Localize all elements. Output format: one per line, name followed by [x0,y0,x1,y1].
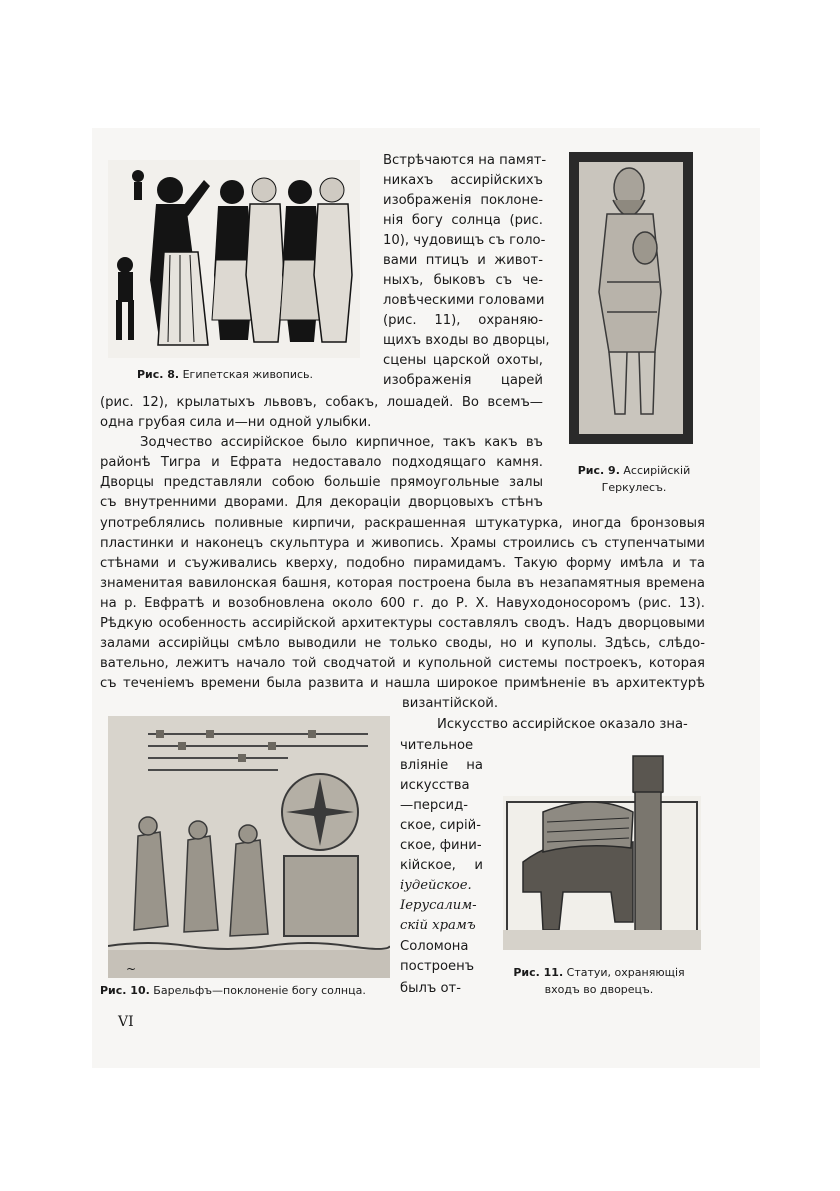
figure-9-line1: Ассирійскій [623,464,691,477]
text-line: ское, сирій- [400,818,481,833]
text-line: византійской. [402,696,499,711]
text-line: вательно, лежитъ начало той сводчатой и купольной системы построекъ, которая [100,656,705,671]
text-line: одна грубая сила и—ни одной улыбки. [100,415,372,430]
text-line: вліяніе на [400,758,483,773]
figure-8-text: Египетская живопись. [182,368,314,381]
figure-11-number: Рис. 11. [513,966,564,979]
figure-11-line2: входъ во дворецъ. [544,983,654,996]
text-line: ское, фини- [400,838,482,853]
text-line: (рис. 12), крылатыхъ львовъ, собакъ, лошадей. Во всемъ— [100,395,543,410]
figure-9-caption [560,464,708,495]
figure-11-line1: Статуи, охраняющія [566,966,685,979]
text-line: вами птицъ и живот- [383,253,543,268]
text-line: Зодчество ассирійское было кирпичное, такъ какъ въ [140,435,543,450]
text-line: чительное [400,738,474,753]
figure-9-image [569,152,693,444]
text-line: Искусство ассирійское оказало зна- [437,717,688,732]
text-line: —персид- [400,798,468,813]
text-line: никахъ ассирійскихъ [383,173,543,188]
text-line: построенъ [400,959,475,974]
text-line: изображенія царей [383,373,543,388]
text-line-italic: іудейское. [400,878,472,893]
text-line: стѣнами и съуживались кверху, подобно пирамидамъ. Такую форму имѣла и та [100,556,705,571]
text-line-italic: Іерусалим- [400,898,477,913]
figure-10-image [108,716,390,978]
text-line: на р. Евфратѣ и возобновлена около 600 г. до Р. Х. Навуходоносоромъ (рис. 13). [100,596,705,611]
text-line: Рѣдкую особенность ассирійской архитектуры составлялъ сводъ. Надъ дворцовыми [100,616,705,631]
text-line: съ теченіемъ времени была развита и нашла широкое примѣненіе въ архитектурѣ [100,676,705,691]
text-line: кійское, и [400,858,483,873]
figure-8-image [108,160,360,358]
text-line: районѣ Тигра и Ефрата недоставало подходящаго камня. [100,455,543,470]
text-line: (рис. 11), охраняю- [383,313,543,328]
text-line: изображенія поклоне- [383,193,543,208]
figure-10-text: Барельфъ—поклоненіе богу солнца. [153,984,366,997]
text-line: ловѣческими головами [383,293,545,308]
text-line: Встрѣчаются на памят- [383,153,547,168]
figure-10-mark: ~ [126,962,137,976]
text-line: пластинки и наконецъ скульптура и живопись. Храмы строились съ ступенчатыми [100,536,705,551]
figure-10-number: Рис. 10. [100,984,150,997]
text-line: употреблялись поливные кирпичи, раскрашенная штукатурка, иногда бронзовыя [100,516,705,531]
text-line: залами ассирійцы смѣло выводили не только своды, но и куполы. Здѣсь, слѣдо- [100,636,705,651]
figure-8-caption [116,368,334,382]
text-line: щихъ входы во дворцы, [383,333,550,348]
text-line: съ внутренними дворами. Для декораціи дворцовыхъ стѣнъ [100,495,543,510]
text-line-italic: скій храмъ [400,918,476,933]
text-line: сцены царской охоты, [383,353,543,368]
page-number: VI [118,1014,134,1030]
text-line: нія богу солнца (рис. [383,213,543,228]
figure-9-line2: Геркулесъ. [601,481,667,494]
text-line: былъ от- [400,981,461,996]
figure-8-number: Рис. 8. [136,368,180,381]
figure-10-caption [100,984,390,998]
figure-9-number: Рис. 9. [577,464,620,477]
text-line: Дворцы представляли собою большіе прямоугольные залы [100,475,543,490]
text-line: 10), чудовищъ съ голо- [383,233,546,248]
figure-11-caption [506,966,692,997]
text-line: искусства [400,778,470,793]
text-line: знаменитая вавилонская башня, которая построена была въ незапамятныя времена [100,576,705,591]
figure-11-image [503,752,701,950]
text-line: Соломона [400,939,469,954]
text-line: ныхъ, быковъ съ че- [383,273,543,288]
